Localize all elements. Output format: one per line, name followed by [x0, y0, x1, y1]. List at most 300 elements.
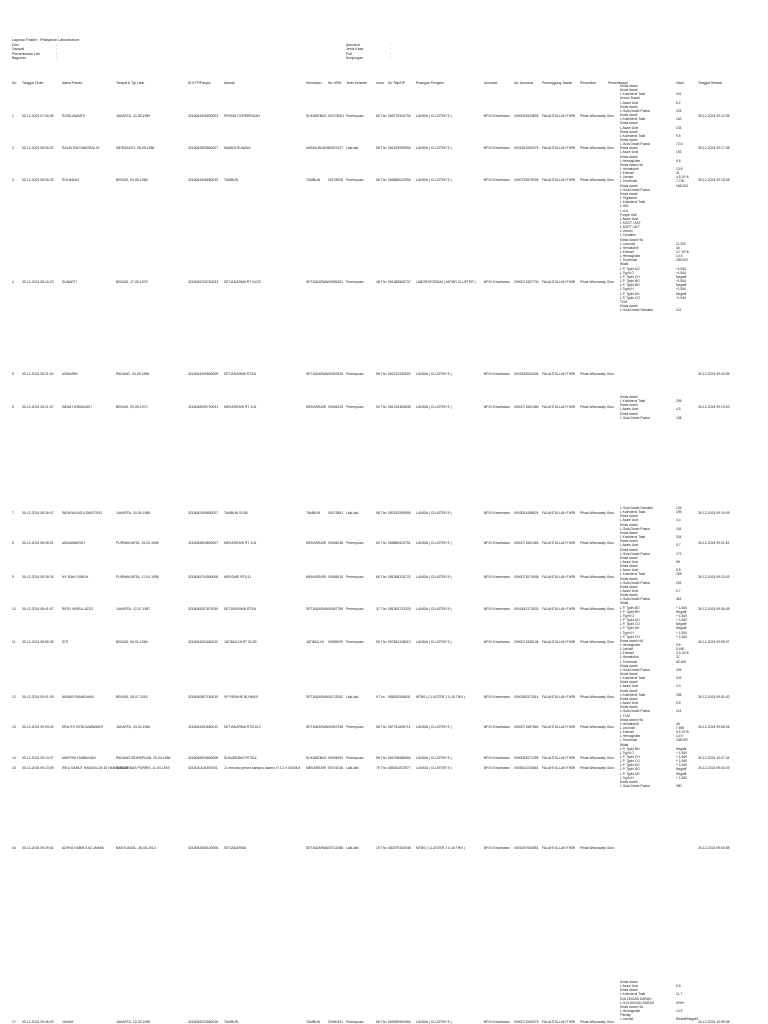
- result-test-name: L Asam Urat: [620, 568, 639, 573]
- row-address: Jl. mecuno perum kampus usamu r7-C1 n 003/004: [224, 766, 301, 770]
- result-test-name: L Asam Urat: [620, 559, 639, 564]
- result-test-name: L Lekosit: [620, 647, 634, 652]
- row-id: 3216062409680027: [188, 511, 219, 515]
- row-no: 11: [12, 640, 16, 644]
- row-erm: 00059099: [328, 640, 344, 644]
- row-order-date: 30-12-2024 09:46:29: [22, 1020, 54, 1024]
- result-test-name: Kimia darah: [620, 137, 638, 142]
- filter-visit: Kunjungan :: [346, 56, 391, 61]
- row-phone: 085261872577: [388, 766, 411, 770]
- result-test-name: L Kolesterol Total: [620, 133, 646, 138]
- col-phone: No Telp/HP: [388, 81, 406, 85]
- result-value: 4.8 10^6: [676, 175, 689, 180]
- result-test-name: Kimia darah: [620, 688, 638, 693]
- row-village: MEKARSARI: [306, 766, 326, 770]
- row-birth: BEKASI, 29-05-1972: [116, 405, 148, 409]
- row-erm: 00064229: [328, 405, 344, 409]
- row-responsible: FALAHTULLAH FIKRI: [542, 511, 576, 515]
- result-value: 9.5: [676, 133, 681, 138]
- result-test-name: L Asam Urat: [620, 518, 639, 523]
- row-phone: 082152595595: [388, 511, 411, 515]
- row-finish-date: 30-12-2024 09:18:08: [698, 178, 730, 182]
- row-insurance: BPJS Kesehatan: [484, 766, 510, 770]
- col-patient-name: Nama Pasien: [62, 81, 83, 85]
- row-erm: 00007027: [328, 146, 344, 150]
- result-test-name: L Typhi O: [620, 270, 634, 275]
- row-erm: 00701028: [328, 766, 344, 770]
- result-test-name: L P. Typhi CO: [620, 295, 640, 300]
- result-test-name: L Kolesterol Total: [620, 92, 646, 97]
- row-finish-date: 30-12-2024 09:19:05: [698, 511, 730, 515]
- row-erm: 00067789: [328, 607, 344, 611]
- result-test-name: L Gula Darah Puasa: [620, 667, 650, 672]
- result-value: 8.2: [676, 100, 681, 105]
- result-value: Negatif: [676, 746, 687, 751]
- result-value: 192: [676, 150, 682, 155]
- result-test-name: L Asam Urat: [620, 150, 639, 155]
- row-sender: LANSIA ( CLUSTER 5 ): [416, 725, 452, 729]
- table-row: [12, 541, 756, 546]
- row-phone: 081388315722: [388, 575, 411, 579]
- filter-from: Dari :: [12, 42, 57, 47]
- result-test-name: Kimia darah: [620, 593, 638, 598]
- result-test-name: L Typhi H: [620, 287, 634, 292]
- row-order-date: 30-12-2024 08:21:47: [22, 405, 54, 409]
- result-test-name: L Trombosit: [620, 659, 638, 664]
- row-order-date: 30-12-2024 09:23:09: [22, 766, 54, 770]
- result-value: 361: [676, 597, 682, 602]
- result-test-name: L Gula Darah Puasa: [620, 108, 650, 113]
- row-birth: PADANG, 04-09-1966: [116, 372, 150, 376]
- result-test-name: L P. Typhi AH: [620, 771, 640, 776]
- result-test-name: L Kolesterol Total: [620, 676, 646, 681]
- col-village: Kelurahan: [306, 81, 322, 85]
- row-village: MEKARSARI: [306, 405, 326, 409]
- row-age: 65 Thn: [376, 114, 387, 118]
- row-examiner: Pihak Wisnuwaty Guru: [580, 178, 615, 182]
- row-age: 58 Thn: [376, 146, 387, 150]
- table-row: [12, 640, 756, 645]
- result-test-name: L P. Typhi BO: [620, 279, 640, 284]
- row-patient-name: INDAH WIDIANIATI: [62, 405, 92, 409]
- row-examiner: Pihak Wisnuwaty Guru: [580, 280, 615, 284]
- row-patient-name: JUNAH: [62, 1020, 74, 1024]
- row-age: 58 Thn: [376, 756, 387, 760]
- result-value: 10.9: [676, 1009, 683, 1014]
- result-value: 116: [676, 526, 682, 531]
- row-gender: Perempuan: [346, 280, 364, 284]
- row-examiner: Pihak Wisnuwaty Guru: [580, 725, 615, 729]
- row-insurance-no: 0000035943893: [514, 114, 539, 118]
- row-gender: Laki-laki: [346, 511, 359, 515]
- result-value: 4.7 10^6: [676, 250, 689, 254]
- row-responsible: FALAHTULLAH FIKRI: [542, 575, 576, 579]
- result-test-name: Kimia darah: [620, 522, 638, 527]
- row-insurance: BPJS Kesehatan: [484, 372, 510, 376]
- row-erm: 00712082: [328, 695, 344, 699]
- row-order-date: 30-12-2024 08:28:47: [22, 511, 54, 515]
- row-erm: 00178005: [328, 178, 344, 182]
- result-test-name: L P. Typhi BH: [620, 609, 640, 614]
- row-responsible: FALAHTULLAH FIKRI: [542, 280, 576, 284]
- result-test-name: Kimia darah: [620, 113, 638, 118]
- row-insurance-no: 0000071555138: [514, 640, 539, 644]
- result-value: 134: [676, 125, 682, 130]
- report-header-right: [346, 43, 396, 61]
- filter-label: Dari: [12, 42, 19, 47]
- table-row: [12, 725, 756, 730]
- row-birth: BEKASI, 08-07-2015: [116, 695, 148, 699]
- row-birth: PURWAKARTA, 15-03-1965: [116, 541, 159, 545]
- result-test-name: L Trigliserid: [620, 196, 637, 201]
- row-sender: LANSIA ( CLUSTER 5 ): [416, 178, 452, 182]
- row-insurance-no: 0001825543436: [514, 372, 539, 376]
- result-test-name: L Lekosit: [620, 1017, 634, 1022]
- row-address: SETIADARMA RT2/1/12: [224, 725, 261, 729]
- result-test-name: L Leukosit: [620, 725, 635, 730]
- result-test-name: L Hemoglobin: [620, 1009, 641, 1014]
- row-erm: 00073881: [328, 511, 344, 515]
- row-insurance: BPJS Kesehatan: [484, 511, 510, 515]
- row-insurance: BPJS Kesehatan: [484, 146, 510, 150]
- result-test-name: L Kolesterol Total: [620, 117, 646, 122]
- result-test-name: L Eritrosit: [620, 250, 634, 254]
- row-responsible: FALAHTULLAH FIKRI: [542, 640, 576, 644]
- result-value: Negatif: [676, 626, 687, 631]
- filter-cashier: Jenis Kasir :: [346, 47, 391, 52]
- row-gender: Perempuan: [346, 1020, 364, 1024]
- row-responsible: FALAHTULLAH FIKRI: [542, 146, 576, 150]
- row-id: 3216062608140006: [188, 846, 219, 850]
- result-test-name: L Asam Urat: [620, 216, 639, 221]
- table-row: [12, 1020, 756, 1024]
- result-value: 204: [676, 535, 682, 540]
- row-sender: MTBS ( CLUSTER 2 0-18 THN ): [416, 846, 465, 850]
- row-erm: 00067255: [328, 725, 344, 729]
- row-insurance: BPJS Kesehatan: [484, 607, 510, 611]
- row-gender: Perempuan: [346, 372, 364, 376]
- row-sender: LABORATORIUM ( ANTAR CLUSTER ): [416, 280, 476, 284]
- row-id: 3216064409660009: [188, 372, 219, 376]
- result-test-name: Kimia darah: [620, 183, 638, 188]
- row-responsible: FALAHTULLAH FIKRI: [542, 846, 576, 850]
- row-finish-date: 30-12-2024 09:43:25: [698, 766, 730, 770]
- result-value: Negatif: [676, 291, 687, 296]
- result-test-name: L Gula Darah Puasa: [620, 597, 650, 602]
- result-test-name: L Hemoglobin: [620, 734, 641, 739]
- col-birth: Tempat & Tgl Lahir: [116, 81, 145, 85]
- row-id: 3216065503650007: [188, 541, 219, 545]
- result-value: 243: [676, 676, 682, 681]
- row-sender: MTBS ( CLUSTER 2 0-18 THN ): [416, 695, 465, 699]
- row-finish-date: 30-12-2024 09:50:58: [698, 846, 730, 850]
- result-value: 5.8: [676, 701, 681, 706]
- result-test-name: L Eritrosit: [620, 730, 634, 735]
- row-gender: Perempuan: [346, 575, 364, 579]
- result-test-name: L Gula Darah Puasa: [620, 784, 650, 789]
- row-erm: 00094094: [328, 756, 344, 760]
- result-test-name: L P. Typhi BH: [620, 283, 640, 288]
- row-order-date: 30-12-2024 09:29:44: [22, 846, 54, 850]
- result-test-name: GOLONGAN DARAH: [620, 996, 652, 1001]
- row-age: 58 Thn: [376, 372, 387, 376]
- row-address: SETIADARMA RT2/6: [224, 607, 256, 611]
- row-order-date: 30-12-2024 07:40:45: [22, 114, 54, 118]
- row-village: SETIADARMA: [306, 607, 329, 611]
- row-sender: LANSIA ( CLUSTER 5 ): [416, 640, 452, 644]
- result-test-name: Kimia darah: [620, 514, 638, 519]
- result-test-name: L Gula Darah Puasa: [620, 551, 650, 556]
- row-patient-name: ASMARNI: [62, 372, 78, 376]
- result-test-name: Kimia darah: [620, 129, 638, 134]
- row-examiner: Pihak Wisnuwaty Guru: [580, 640, 615, 644]
- result-value: 5.7: [676, 543, 681, 548]
- result-test-name: L LDL: [620, 208, 629, 213]
- result-value: 7,700: [676, 179, 685, 184]
- row-insurance-no: 0000071651480: [514, 405, 539, 409]
- filter-until: Sampai :: [12, 47, 57, 52]
- result-test-name: Kimia darah: [620, 705, 638, 710]
- result-test-name: Kimia darah: [620, 530, 638, 535]
- row-village: SETIADARMA: [306, 372, 329, 376]
- row-no: 1: [12, 114, 14, 118]
- row-order-date: 30-12-2024 08:05:32: [22, 146, 54, 150]
- row-examiner: Pihak Wisnuwaty Guru: [580, 846, 615, 850]
- col-examiner: Pemeriksa: [580, 81, 597, 85]
- row-no: 16: [12, 846, 16, 850]
- row-examiner: Pihak Wisnuwaty Guru: [580, 1020, 615, 1024]
- row-patient-name: SITI: [62, 640, 69, 644]
- row-birth: JAKARTA, 12-07-1987: [116, 607, 151, 611]
- row-finish-date: 30-12-2024 09:51:52: [698, 695, 730, 699]
- row-age: 52 Thn: [376, 405, 387, 409]
- result-value: Negatif: [676, 283, 687, 288]
- col-erm: No. eRM: [328, 81, 342, 85]
- result-value: 206: [676, 399, 682, 404]
- row-patient-name: AKBAR RAMADHAN: [62, 695, 94, 699]
- row-responsible: FALAHTULLAH FIKRI: [542, 178, 576, 182]
- row-address: MEKARSARI RT 1/11: [224, 405, 257, 409]
- row-examiner: Pihak Wisnuwaty Guru: [580, 372, 615, 376]
- row-no: 3: [12, 178, 14, 182]
- row-insurance: BPJS Kesehatan: [484, 280, 510, 284]
- row-patient-name: RIKU SAMUT HANDOLOS DI HANSINDOS: [62, 766, 129, 770]
- result-test-name: L Hematokrit: [620, 721, 639, 726]
- row-gender: Perempuan: [346, 725, 364, 729]
- result-test-name: L Hematokrit: [620, 167, 639, 171]
- row-insurance-no: 0003053458624: [514, 511, 539, 515]
- col-order-date: Tanggal Order: [22, 81, 44, 85]
- result-test-name: L Gula Darah Puasa: [620, 415, 650, 420]
- result-test-name: L Trombosit: [620, 258, 638, 263]
- result-test-name: L GOLONGAN DARAH: [620, 1000, 655, 1005]
- row-responsible: FALAHTULLAH FIKRI: [542, 766, 576, 770]
- col-address: Alamat: [224, 81, 235, 85]
- row-finish-date: 30-12-2024 09:21:51: [698, 541, 730, 545]
- result-test-name: L Leukosit: [620, 241, 635, 246]
- result-test-name: L SGPT / ALT: [620, 225, 640, 230]
- row-erm: 00059451: [328, 280, 344, 284]
- result-test-name: L Ureum: [620, 229, 633, 234]
- row-order-date: 30-12-2024 08:41:57: [22, 607, 54, 611]
- row-examiner: Pihak Wisnuwaty Guru: [580, 146, 615, 150]
- result-value: 173: [676, 551, 682, 556]
- row-address: SETIADARMA RT 04/23: [224, 280, 261, 284]
- row-address: SUKABEBAS RT3/14: [224, 756, 257, 760]
- result-test-name: Kimia darah: [620, 980, 638, 984]
- result-value: Negatif: [676, 622, 687, 627]
- result-test-name: L Hemoglobin: [620, 158, 641, 163]
- row-patient-name: INDAYAN ADJI SANTOSO: [62, 511, 103, 515]
- row-address: SETIADARMA: [224, 846, 247, 850]
- result-test-name: L Asam Urat: [620, 407, 639, 412]
- row-order-date: 30-12-2024 09:03:49: [22, 725, 54, 729]
- row-insurance-no: 0000725579935: [514, 178, 539, 182]
- result-test-name: L Hematokrit: [620, 245, 639, 250]
- row-id: 3216065705760033: [188, 280, 219, 284]
- result-value: + 1/160: [676, 755, 688, 759]
- row-order-date: 30-12-2024 08:21:40: [22, 372, 54, 376]
- row-sender: LANSIA ( CLUSTER 5 ): [416, 511, 452, 515]
- result-test-name: L Asam Urat: [620, 543, 639, 548]
- result-value: + 1/160: [676, 630, 688, 635]
- result-value: 338.000: [676, 738, 688, 743]
- row-insurance-no: 0001697060851: [514, 846, 539, 850]
- row-finish-date: 30-12-2024 10:07:34: [698, 756, 730, 760]
- row-no: 2: [12, 146, 14, 150]
- row-responsible: FALAHTULLAH FIKRI: [542, 541, 576, 545]
- row-insurance: BPJS Kesehatan: [484, 178, 510, 182]
- row-phone: 087781695711: [388, 725, 411, 729]
- result-test-name: L Creatinin: [620, 233, 636, 238]
- result-test-name: L Typhi H: [620, 630, 634, 635]
- row-no: 17: [12, 1020, 16, 1024]
- row-insurance: BPJS Kesehatan: [484, 695, 510, 699]
- result-value: +1/160: [676, 295, 687, 300]
- row-age: 56 Thn: [376, 178, 387, 182]
- row-address: MEKSARI RT1/11: [224, 575, 252, 579]
- result-test-name: L P. Typhi AO: [620, 763, 640, 768]
- filter-section: Bagness :: [12, 56, 57, 61]
- result-test-name: L SGOT / AST: [620, 220, 641, 225]
- row-patient-name: MUNAWAROH: [62, 541, 85, 545]
- row-responsible: FALAHTULLAH FIKRI: [542, 372, 576, 376]
- row-patient-name: ADHYA HABIB KAZ JAHAB: [62, 846, 104, 850]
- row-insurance: BPJS Kesehatan: [484, 541, 510, 545]
- row-address: MEKARSARI RT 1/11: [224, 541, 257, 545]
- result-value: 4.0: [676, 684, 681, 689]
- result-value: 72.6: [676, 142, 683, 147]
- row-insurance: BPJS Kesehatan: [484, 114, 510, 118]
- row-examiner: Pihak Wisnuwaty Guru: [580, 511, 615, 515]
- row-id: 3216064406590003: [188, 114, 219, 118]
- row-village: SETIADARMA: [306, 725, 329, 729]
- col-exam: Pemeriksaan: [608, 81, 628, 85]
- result-test-name: L Kolesterol Total: [620, 572, 646, 577]
- row-patient-name: ROSILAWANTI: [62, 114, 86, 118]
- result-value: + 1/160: [676, 634, 688, 639]
- row-gender: Laki-laki: [346, 846, 359, 850]
- row-village: SETIADARMA: [306, 280, 329, 284]
- result-test-name: L Kolesterol Total: [620, 510, 646, 515]
- result-value: Negatif: [676, 771, 687, 776]
- row-gender: Perempuan: [346, 178, 364, 182]
- result-test-name: L Gula Darah Sewaktu: [620, 308, 654, 313]
- row-phone: 081316363638: [388, 405, 411, 409]
- result-value: 5.6 10^6: [676, 730, 689, 735]
- row-finish-date: 30-12-2024 09:23:03: [698, 575, 730, 579]
- row-address: WAIBOLRLWAYA: [224, 146, 251, 150]
- result-test-name: L Gula Darah Puasa: [620, 526, 650, 531]
- col-insurance: Asuransi: [484, 81, 498, 85]
- row-birth: INDRAJAYO, 28-05-1966: [116, 146, 155, 150]
- result-test-name: L Hemoglobin: [620, 642, 641, 647]
- row-village: MANGUNJAYA: [306, 146, 330, 150]
- row-age: 75 Thn: [376, 766, 387, 770]
- row-village: MEKARSARI: [306, 541, 326, 545]
- result-test-name: L Asam Urat: [620, 589, 639, 593]
- row-phone: 082219335602: [388, 372, 411, 376]
- row-birth: JAKARTA, 03-03-1966: [116, 725, 151, 729]
- row-responsible: FALAHTULLAH FIKRI: [542, 405, 576, 409]
- col-gender: Jenis Kelamin: [346, 81, 368, 85]
- row-id: 3216065704580008: [188, 575, 219, 579]
- col-age: Umur: [376, 81, 385, 85]
- result-value: 183: [676, 117, 682, 122]
- row-patient-name: ROHADAH: [62, 178, 79, 182]
- row-address: VP PARAHE BLH6/8.5: [224, 695, 259, 699]
- result-test-name: L Hematokrit: [620, 655, 639, 660]
- result-test-name: Kimia darah: [620, 680, 638, 685]
- row-insurance-no: 0003611023664: [514, 766, 539, 770]
- row-age: 9 Thn: [376, 695, 385, 699]
- table-row: [12, 405, 756, 410]
- result-test-name: L P. Typhi AO: [620, 618, 640, 623]
- row-examiner: Pihak Wisnuwaty Guru: [580, 405, 615, 409]
- row-patient-name: ERA ITO KENCANAWANTI: [62, 725, 104, 729]
- row-birth: BANYUASAL, 26-08-2014: [116, 846, 156, 850]
- result-test-name: L P. Typhi BO: [620, 767, 640, 772]
- result-test-name: Widal: [620, 742, 629, 747]
- result-test-name: Ureum Darah: [620, 96, 640, 101]
- result-test-name: L P. Typhi CH: [620, 274, 640, 279]
- filter-label: Poli: [346, 51, 352, 56]
- report-header-left: [12, 38, 79, 61]
- row-insurance-no: 0000083971399: [514, 756, 539, 760]
- row-finish-date: 30-12-2024 09:19:53: [698, 405, 730, 409]
- result-test-name: L Gula Darah Sewaktu: [620, 506, 654, 510]
- row-village: SUKABEBAS: [306, 114, 327, 118]
- row-sender: LANSIA ( CLUSTER 5 ): [416, 146, 452, 150]
- row-examiner: Pihak Wisnuwaty Guru: [580, 695, 615, 699]
- result-test-name: Kimia darah HA: [620, 162, 644, 167]
- result-test-name: L Asam Urat: [620, 684, 639, 689]
- result-value: 4.4: [676, 518, 681, 523]
- result-value: 5.8: [676, 568, 681, 573]
- row-age: 59 Thn: [376, 640, 387, 644]
- row-phone: 085775154799: [388, 114, 411, 118]
- row-phone: 085880923751: [388, 541, 411, 545]
- result-test-name: L Typhi H: [620, 775, 634, 780]
- row-insurance: BPJS Kesehatan: [484, 405, 510, 409]
- col-id: ID KTP/Paspor: [188, 81, 211, 85]
- result-value: 37: [676, 655, 680, 660]
- result-value: +1/160: [676, 266, 687, 271]
- row-birth: PURWAKARTA, 17-04-1958: [116, 575, 159, 579]
- row-birth: JAKARTA, 12-03-1958: [116, 1020, 151, 1024]
- row-age: 66 Thn: [376, 575, 387, 579]
- filter-label: Sampai: [12, 47, 25, 52]
